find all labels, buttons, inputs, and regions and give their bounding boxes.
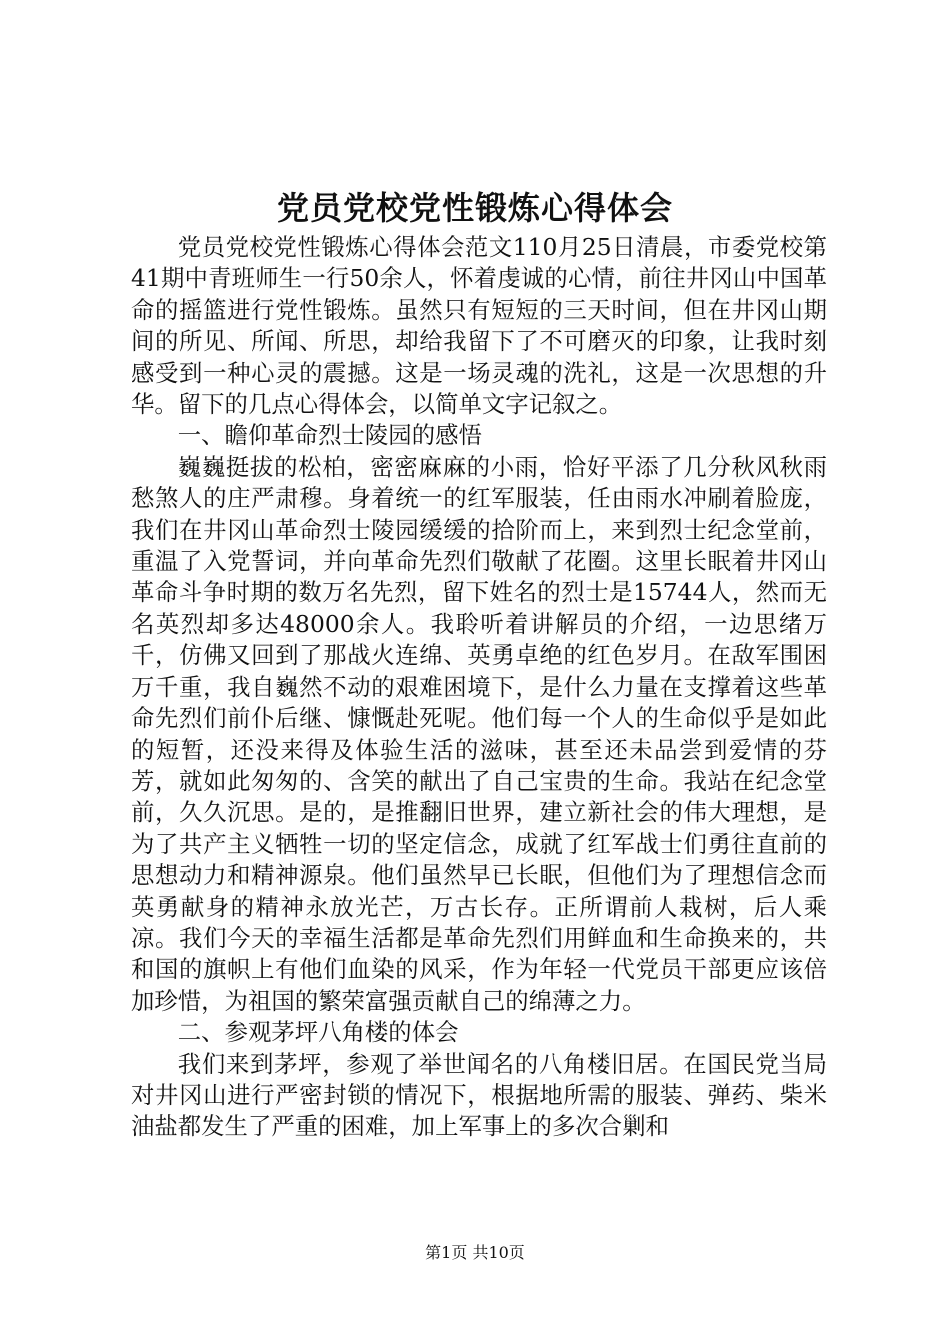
document-body bbox=[131, 232, 827, 1143]
section-2-paragraph: 我们来到茅坪，参观了举世闻名的八角楼旧居。在国民党当局对井冈山进行严密封锁的情况下，根据地所需的服装、弹药、柴米油盐都发生了严重的困难，加上军事上的多次合剿和 bbox=[131, 1049, 827, 1141]
document-title: 党员党校党性锻炼心得体会 bbox=[276, 189, 673, 227]
page-footer: 第1页 共10页 bbox=[425, 1243, 525, 1262]
section-heading-1: 一、瞻仰革命烈士陵园的感悟 bbox=[177, 421, 482, 450]
section-1-paragraph: 巍巍挺拔的松柏，密密麻麻的小雨，恰好平添了几分秋风秋雨愁煞人的庄严肃穆。身着统一的红军服装，任由雨水冲刷着脸庞，我们在井冈山革命烈士陵园缓缓的拾阶而上，来到烈士纪念堂前，重温了入党誓词，并向革命先烈们敬献了花圈。这里长眠着井冈山革命斗争时期的数万名先烈，留下姓名的烈士是15744人，然而无名英烈却多达48000余人。我聆听着讲解员的介绍，一边思绪万千，仿佛又回到了那战火连绵、英勇卓绝的红色岁月。在敌军围困万千重，我自巍然不动的艰难困境下，是什么力量在支撑着这些革命先烈们前仆后继、慷慨赴死呢。他们每一个人的生命似乎是如此的短暂，还没来得及体验生活的滋味，甚至还未品尝到爱情的芬芳，就如此匆匆的、含笑的献出了自己宝贵的生命。我站在纪念堂前，久久沉思。是的，是推翻旧世界，建立新社会的伟大理想，是为了共产主义牺牲一切的坚定信念，成就了红军战士们勇往直前的思想动力和精神源泉。他们虽然早已长眠，但他们为了理想信念而英勇献身的精神永放光芒，万古长存。正所谓前人栽树，后人乘凉。我们今天的幸福生活都是革命先烈们用鲜血和生命换来的，共和国的旗帜上有他们血染的风采，作为年轻一代党员干部更应该倍加珍惜，为祖国的繁荣富强贡献自己的绵薄之力。 bbox=[131, 452, 827, 1015]
section-heading-2: 二、参观茅坪八角楼的体会 bbox=[177, 1018, 459, 1047]
intro-paragraph: 党员党校党性锻炼心得体会范文110月25日清晨，市委党校第41期中青班师生一行50余人，怀着虔诚的心情，前往井冈山中国革命的摇篮进行党性锻炼。虽然只有短短的三天时间，但在井冈山期间的所见、所闻、所思，却给我留下了不可磨灭的印象，让我时刻感受到一种心灵的震撼。这是一场灵魂的洗礼，这是一次思想的升华。留下的几点心得体会，以简单文字记叙之。 bbox=[131, 233, 827, 419]
